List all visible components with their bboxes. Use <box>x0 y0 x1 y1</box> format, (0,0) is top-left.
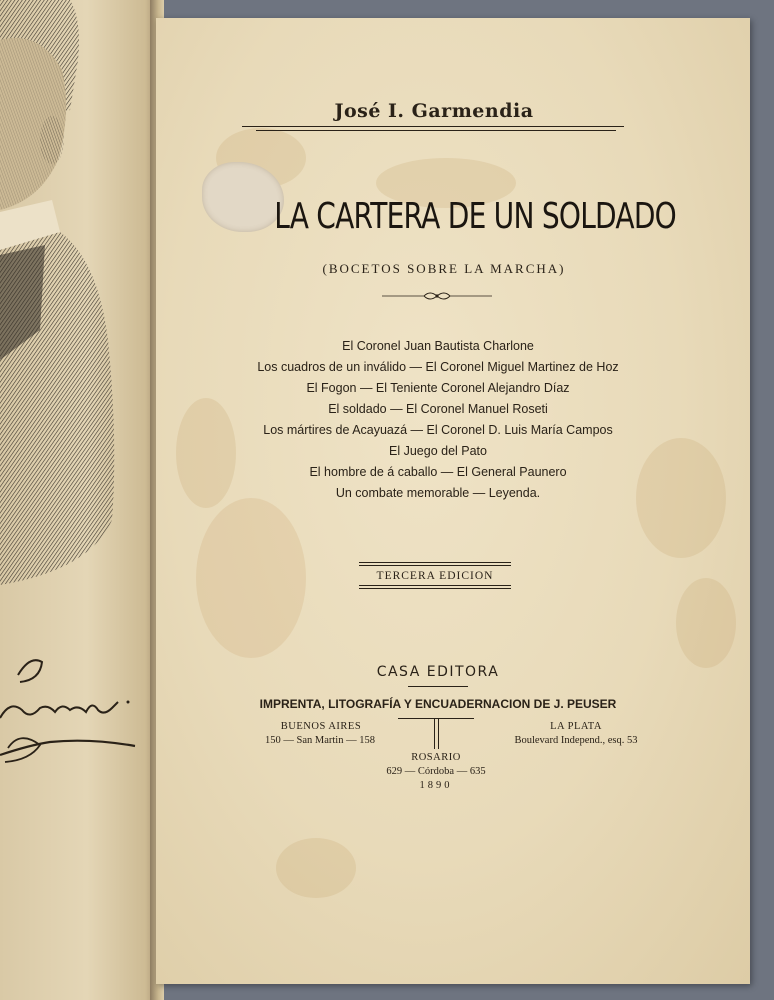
ornament-divider <box>382 288 492 304</box>
handwritten-signature <box>0 650 150 780</box>
portrait-page <box>0 0 158 1000</box>
edition-rule-bottom <box>359 585 511 589</box>
publication-year: 1890 <box>419 780 453 791</box>
contents-item: El Fogon — El Teniente Coronel Alejandro Díaz <box>306 381 570 395</box>
imprint-divider <box>438 719 439 749</box>
edition-frame <box>359 562 511 589</box>
city-rosario: ROSARIO <box>411 752 461 763</box>
printer-line: IMPRENTA, LITOGRAFÍA Y ENCUADERNACION DE J. PEUSER <box>259 697 617 711</box>
contents-item: El Juego del Pato <box>389 444 487 458</box>
contents-item: El soldado — El Coronel Manuel Roseti <box>328 402 548 416</box>
publisher-rule <box>408 686 468 687</box>
city-buenos-aires: BUENOS AIRES <box>280 721 362 732</box>
portrait-engraving <box>0 0 150 600</box>
contents-item: Los cuadros de un inválido — El Coronel Miguel Martinez de Hoz <box>257 360 619 374</box>
contents-item: Los mártires de Acayuazá — El Coronel D. Luis María Campos <box>263 423 613 437</box>
contents-item: El Coronel Juan Bautista Charlone <box>342 339 534 353</box>
contents-item: El hombre de á caballo — El General Paunero <box>309 465 567 479</box>
address-la-plata: Boulevard Independ., esq. 53 <box>514 735 638 746</box>
contents-list <box>238 336 638 504</box>
contents-item: Un combate memorable — Leyenda. <box>335 486 541 500</box>
address-rosario: 629 — Córdoba — 635 <box>386 766 486 777</box>
author-rule <box>242 126 624 127</box>
imprint-rule <box>398 718 474 719</box>
address-buenos-aires: 150 — San Martin — 158 <box>265 735 375 746</box>
publisher-label: CASA EDITORA <box>376 664 500 680</box>
author-name: José I. Garmendia <box>334 100 534 122</box>
title-page <box>156 18 750 984</box>
book-title: LA CARTERA DE UN SOLDADO <box>274 196 676 237</box>
imprint-divider <box>434 719 435 749</box>
edition-label: TERCERA EDICION <box>376 570 494 582</box>
city-la-plata: LA PLATA <box>550 721 602 732</box>
book-subtitle: (BOCETOS SOBRE LA MARCHA) <box>322 261 566 276</box>
author-rule-thin <box>256 130 616 131</box>
